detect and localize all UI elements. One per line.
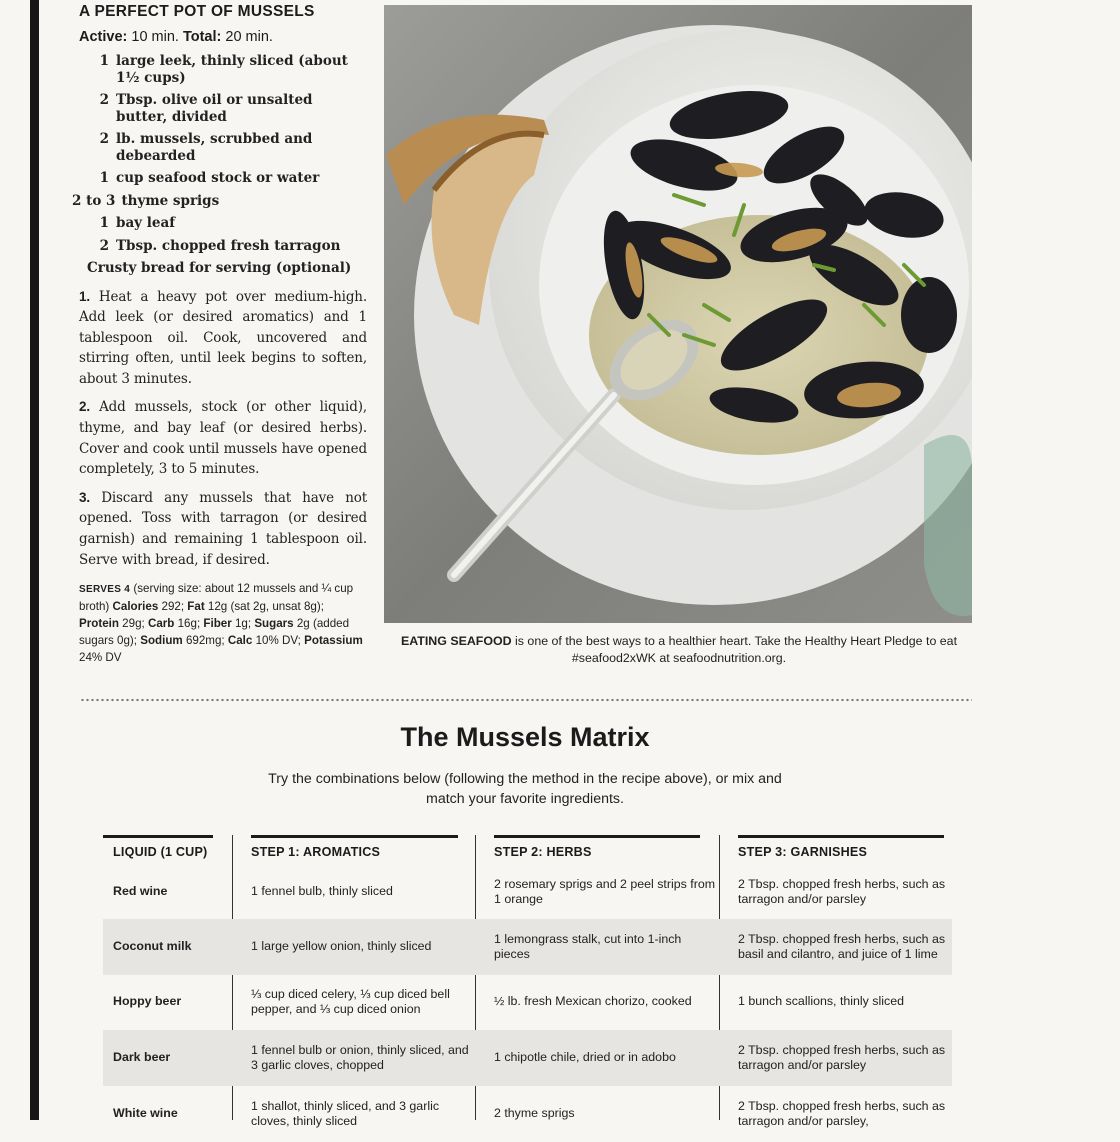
mussels-photo — [384, 5, 972, 623]
ingredient-item — [79, 215, 367, 232]
ingredient-item — [79, 92, 367, 125]
liquid-cell: White wine — [113, 1106, 178, 1121]
liquid-cell: Hoppy beer — [113, 994, 182, 1009]
garnishes-cell: 1 bunch scallions, thinly sliced — [738, 994, 904, 1009]
dotted-divider — [80, 697, 972, 703]
calc-value: 10% DV; — [252, 634, 305, 648]
garnishes-cell: 2 Tbsp. chopped fresh herbs, such as tarragon and/or parsley, — [738, 1098, 946, 1128]
recipe-steps — [79, 287, 367, 571]
recipe-step — [79, 488, 367, 570]
header-rule — [494, 835, 700, 838]
aromatics-cell: 1 shallot, thinly sliced, and 3 garlic cloves, thinly sliced — [251, 1098, 440, 1128]
page-edge-bar — [30, 0, 39, 1120]
table-row — [103, 1030, 952, 1086]
liquid-cell: Coconut milk — [113, 939, 192, 954]
herbs-cell: ½ lb. fresh Mexican chorizo, cooked — [494, 994, 692, 1009]
step-number: 2. — [79, 399, 90, 415]
header-rule — [251, 835, 458, 838]
ingredient-qty: 1 — [99, 170, 109, 186]
fat-label: Fat — [187, 600, 205, 614]
table-row — [103, 864, 952, 920]
potassium-label: Potassium — [304, 634, 363, 648]
ingredient-text: large leek, thinly sliced (about 1½ cups) — [116, 53, 348, 86]
table-row — [103, 1086, 952, 1142]
header-rule — [103, 835, 213, 838]
header-rule — [738, 835, 944, 838]
garnishes-cell: 2 Tbsp. chopped fresh herbs, such as tarragon and/or parsley — [738, 876, 946, 906]
ingredient-qty: 2 — [99, 237, 109, 254]
herbs-cell: 1 lemongrass stalk, cut into 1-inch pieces — [494, 931, 682, 961]
carb-value: 16g; — [174, 617, 204, 631]
sugars-value: 2g (added sugars 0g); — [79, 617, 350, 648]
column-header-aromatics: STEP 1: AROMATICS — [251, 845, 381, 859]
aromatics-cell: 1 fennel bulb, thinly sliced — [251, 884, 393, 899]
calc-label: Calc — [227, 634, 253, 648]
sodium-value: 692mg; — [182, 634, 228, 648]
step-number: 3. — [79, 489, 90, 505]
ingredient-text: lb. mussels, scrubbed and debearded — [116, 131, 313, 164]
ingredient-text: thyme sprigs — [121, 192, 220, 209]
ingredient-qty: 1 — [99, 215, 109, 231]
aromatics-cell: 1 fennel bulb or onion, thinly sliced, and 3 garlic cloves, chopped — [251, 1042, 469, 1072]
recipe-timing — [79, 29, 367, 45]
ingredient-item — [79, 260, 367, 277]
column-header-herbs: STEP 2: HERBS — [494, 845, 592, 859]
sugars-label: Sugars — [254, 617, 294, 631]
ingredient-text: cup seafood stock or water — [116, 170, 320, 186]
herbs-cell: 2 thyme sprigs — [494, 1106, 575, 1121]
potassium-value: 24% DV — [79, 651, 122, 665]
protein-label: Protein — [79, 617, 119, 631]
fiber-value: 1g; — [231, 617, 255, 631]
recipe-column — [72, 0, 367, 666]
step-text: Add mussels, stock (or other liquid), thyme, and bay leaf (or desired herbs). Cover and cook until mussels have opened completely, 3 to 5 minutes. — [79, 399, 367, 478]
herbs-cell: 2 rosemary sprigs and 2 peel strips from 1 orange — [494, 876, 716, 906]
mussels-matrix-table — [103, 835, 952, 1128]
ingredient-item — [72, 193, 367, 210]
total-label: Total: — [182, 29, 222, 45]
table-row — [103, 919, 952, 975]
herbs-cell: 1 chipotle chile, dried or in adobo — [494, 1050, 676, 1065]
caption-lead: EATING SEAFOOD — [400, 634, 512, 648]
recipe-title: A PERFECT POT OF MUSSELS — [79, 3, 315, 20]
nutrition-info — [79, 580, 367, 666]
serving-note: (serving size: about 12 mussels and ¼ cup broth) — [79, 582, 354, 614]
matrix-subtitle: Try the combinations below (following the method in the recipe above), or mix and match your favorite ingredients. — [268, 771, 782, 807]
ingredient-item — [79, 131, 367, 164]
calories-label: Calories — [112, 600, 159, 614]
active-value: 10 min. — [127, 29, 183, 45]
ingredient-list — [72, 53, 367, 277]
ingredient-qty: 2 — [99, 131, 109, 147]
photo-caption — [384, 633, 974, 667]
fat-value: 12g (sat 2g, unsat 8g); — [204, 600, 324, 614]
caption-text: is one of the best ways to a healthier heart. Take the Healthy Heart Pledge to eat #seafood2xWK at seafoodnutrition.org. — [511, 634, 958, 665]
carb-label: Carb — [147, 617, 175, 631]
aromatics-cell: ⅓ cup diced celery, ⅓ cup diced bell pepper, and ⅓ cup diced onion — [251, 986, 450, 1016]
ingredient-text: Crusty bread for serving (optional) — [87, 260, 352, 276]
liquid-cell: Dark beer — [113, 1050, 171, 1065]
mussels-photo-illustration — [384, 5, 972, 623]
matrix-title: The Mussels Matrix — [400, 722, 650, 752]
active-label: Active: — [79, 29, 128, 45]
total-value: 20 min. — [221, 29, 273, 45]
column-header-liquid: LIQUID (1 CUP) — [113, 845, 208, 859]
recipe-step — [79, 397, 367, 479]
column-header-garnishes: STEP 3: GARNISHES — [738, 845, 868, 859]
ingredient-qty: 2 to 3 — [72, 192, 116, 209]
step-number: 1. — [79, 288, 90, 304]
ingredient-text: Tbsp. olive oil or unsalted butter, divided — [116, 92, 313, 125]
aromatics-cell: 1 large yellow onion, thinly sliced — [251, 939, 432, 954]
recipe-step — [79, 287, 367, 390]
liquid-cell: Red wine — [113, 884, 168, 899]
ingredient-text: bay leaf — [116, 215, 176, 231]
sodium-label: Sodium — [140, 634, 183, 648]
table-row — [103, 974, 952, 1030]
ingredient-item — [79, 170, 367, 187]
step-text: Discard any mussels that have not opened. Toss with tarragon (or desired garnish) and remaining 1 tablespoon oil. Serve with bread, if desired. — [79, 489, 367, 568]
ingredient-qty: 1 — [99, 53, 109, 69]
garnishes-cell: 2 Tbsp. chopped fresh herbs, such as basil and cilantro, and juice of 1 lime — [738, 931, 946, 961]
protein-value: 29g; — [118, 617, 148, 631]
ingredient-item — [79, 53, 367, 86]
garnishes-cell: 2 Tbsp. chopped fresh herbs, such as tarragon and/or parsley — [738, 1042, 946, 1072]
fiber-label: Fiber — [203, 617, 232, 631]
ingredient-qty: 2 — [99, 92, 109, 108]
serves-label: SERVES 4 — [79, 584, 131, 596]
ingredient-text: Tbsp. chopped fresh tarragon — [116, 237, 341, 254]
calories-value: 292; — [158, 600, 188, 614]
step-text: Heat a heavy pot over medium-high. Add leek (or desired aromatics) and 1 tablespoon oil. Cook, uncovered and stirring often, until leek begins to soften, about 3 minutes. — [79, 288, 367, 387]
ingredient-item — [79, 238, 367, 255]
